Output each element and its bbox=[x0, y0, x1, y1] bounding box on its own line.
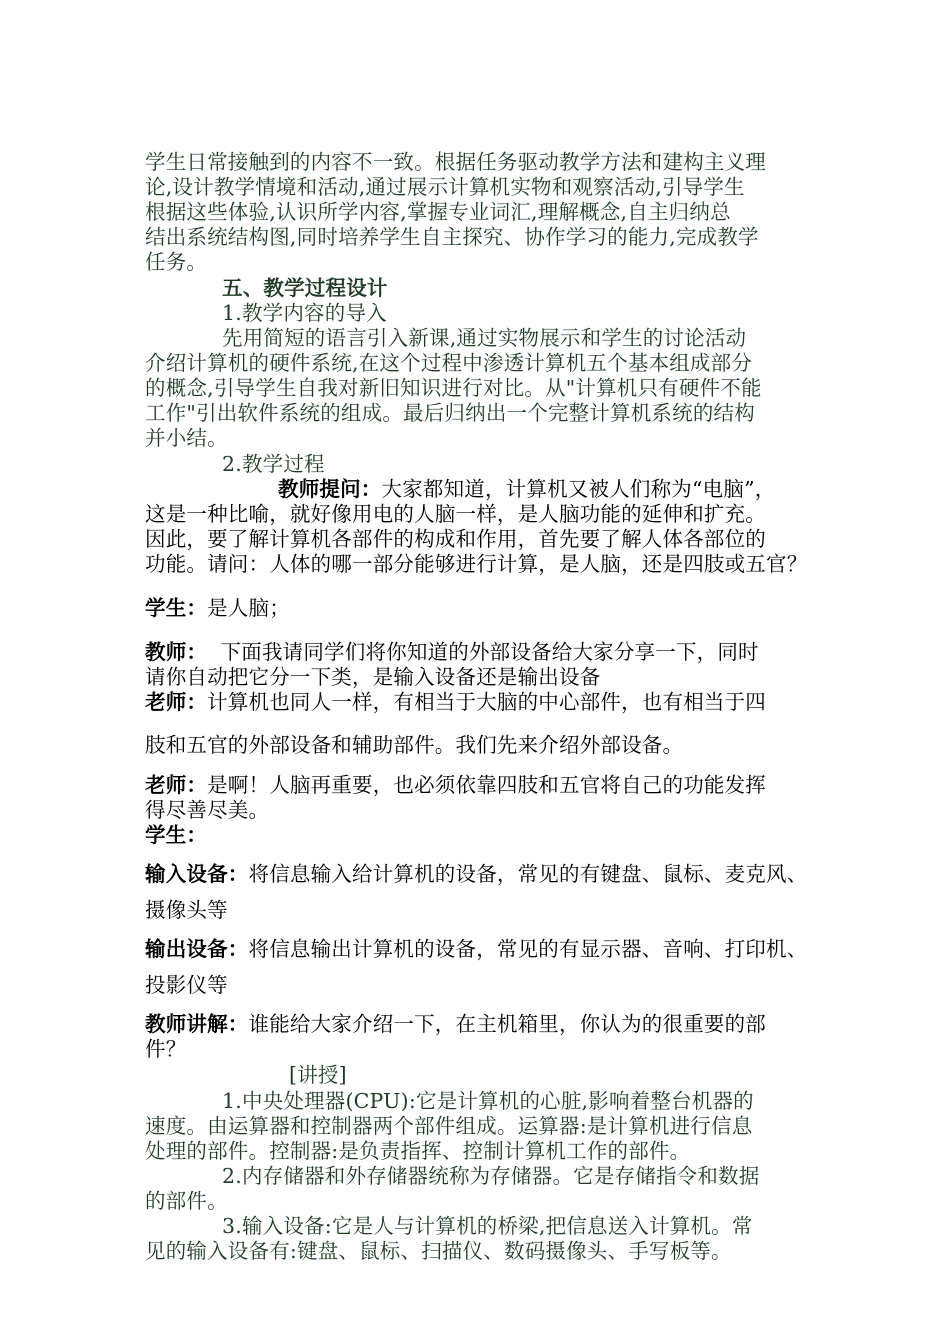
body-line: 工作"引出软件系统的组成。最后归纳出一个完整计算机系统的结构 bbox=[145, 401, 755, 425]
definition-line: 投影仪等 bbox=[145, 973, 228, 997]
dialogue-text: 大家都知道，计算机又被人们称为“电脑”， bbox=[381, 477, 776, 501]
intro-line: 学生日常接触到的内容不一致。根据任务驱动教学方法和建构主义理 bbox=[145, 150, 766, 174]
intro-line: 结出系统结构图,同时培养学生自主探究、协作学习的能力,完成教学 bbox=[145, 225, 759, 249]
dialogue-text: 谁能给大家介绍一下，在主机箱里，你认为的很重要的部 bbox=[248, 1012, 766, 1036]
dialogue-line: 这是一种比喻，就好像用电的人脑一样，是人脑功能的延伸和扩充。 bbox=[145, 502, 766, 526]
definition-text: 将信息输出计算机的设备，常见的有显示器、音响、打印机、 bbox=[248, 937, 808, 961]
intro-line: 任务。 bbox=[145, 250, 208, 274]
list-item-line: 的部件。 bbox=[145, 1189, 228, 1213]
body-line: 的概念,引导学生自我对新旧知识进行对比。从"计算机只有硬件不能 bbox=[145, 376, 762, 400]
sub-heading: 1.教学内容的导入 bbox=[222, 301, 387, 325]
intro-line: 论,设计教学情境和活动,通过展示计算机实物和观察活动,引导学生 bbox=[145, 175, 745, 199]
term-label: 输出设备： bbox=[145, 937, 249, 961]
definition-text: 将信息输入给计算机的设备，常见的有键盘、鼠标、麦克风、 bbox=[248, 862, 808, 886]
body-line: 并小结。 bbox=[145, 426, 228, 450]
teacher-question-line bbox=[278, 477, 775, 501]
intro-line: 根据这些体验,认识所学内容,掌握专业词汇,理解概念,自主归纳总 bbox=[145, 200, 731, 224]
definition-line: 摄像头等 bbox=[145, 898, 228, 922]
speaker-label: 学生： bbox=[145, 596, 208, 620]
list-item-line: 见的输入设备有:键盘、鼠标、扫描仪、数码摄像头、手写板等。 bbox=[145, 1239, 732, 1263]
definition-line bbox=[145, 937, 807, 961]
speaker-label: 老师： bbox=[145, 690, 208, 714]
dialogue-line: 功能。请问：人体的哪一部分能够进行计算，是人脑，还是四肢或五官？ bbox=[145, 552, 808, 576]
body-line: 先用简短的语言引入新课,通过实物展示和学生的讨论活动 bbox=[222, 326, 747, 350]
speaker-label: 老师： bbox=[145, 773, 208, 797]
lecture-tag: [讲授] bbox=[289, 1063, 347, 1087]
speaker-label: 教师讲解： bbox=[145, 1012, 249, 1036]
dialogue-line: 得尽善尽美。 bbox=[145, 798, 270, 822]
dialogue-text: 是人脑； bbox=[207, 596, 290, 620]
sub-heading: 2.教学过程 bbox=[222, 452, 325, 476]
dialogue-line: 件？ bbox=[145, 1037, 187, 1061]
definition-line bbox=[145, 862, 807, 886]
list-item-line: 速度。由运算器和控制器两个部件组成。运算器:是计算机进行信息 bbox=[145, 1114, 753, 1138]
student-answer bbox=[145, 596, 290, 620]
list-item-line: 3.输入设备:它是人与计算机的桥梁,把信息送入计算机。常 bbox=[222, 1214, 753, 1238]
speaker-label: 教师提问： bbox=[278, 477, 382, 501]
teacher-line bbox=[145, 640, 759, 664]
list-item-line: 处理的部件。控制器:是负责指挥、控制计算机工作的部件。 bbox=[145, 1139, 691, 1163]
section-heading: 五、教学过程设计 bbox=[222, 276, 388, 300]
dialogue-line: 肢和五官的外部设备和辅助部件。我们先来介绍外部设备。 bbox=[145, 733, 684, 757]
teacher-line bbox=[145, 690, 766, 714]
body-line: 介绍计算机的硬件系统,在这个过程中渗透计算机五个基本组成部分 bbox=[145, 351, 753, 375]
dialogue-line: 因此，要了解计算机各部件的构成和作用，首先要了解人体各部位的 bbox=[145, 527, 766, 551]
teacher-line bbox=[145, 773, 766, 797]
dialogue-line: 请你自动把它分一下类，是输入设备还是输出设备 bbox=[145, 665, 601, 689]
dialogue-text: 是啊！人脑再重要，也必须依靠四肢和五官将自己的功能发挥 bbox=[207, 773, 767, 797]
list-item-line: 2.内存储器和外存储器统称为存储器。它是存储指令和数据 bbox=[222, 1164, 760, 1188]
speaker-label: 学生： bbox=[145, 823, 208, 847]
speaker-label: 教师： bbox=[145, 640, 208, 664]
term-label: 输入设备： bbox=[145, 862, 249, 886]
teacher-line bbox=[145, 1012, 766, 1036]
dialogue-text: 下面我请同学们将你知道的外部设备给大家分享一下，同时 bbox=[207, 640, 759, 664]
list-item-line: 1.中央处理器(CPU):它是计算机的心脏,影响着整台机器的 bbox=[222, 1089, 754, 1113]
dialogue-text: 计算机也同人一样，有相当于大脑的中心部件，也有相当于四 bbox=[207, 690, 767, 714]
